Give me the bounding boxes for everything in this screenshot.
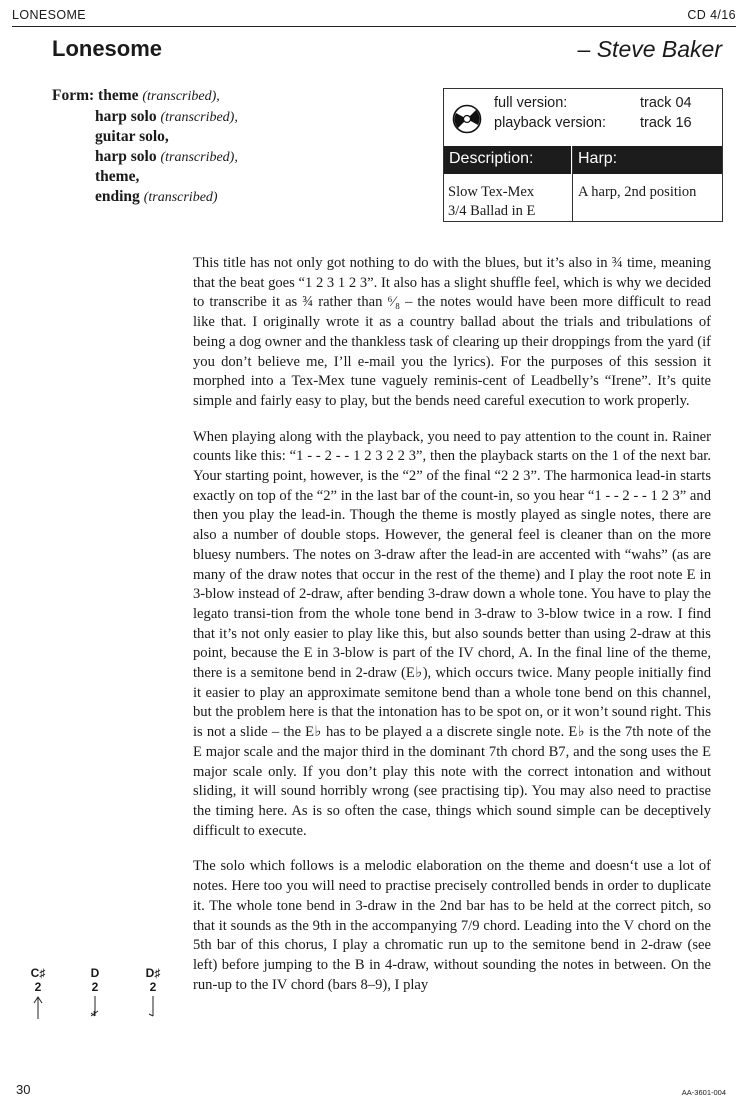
playback-version-label: playback version:: [494, 115, 607, 131]
track-info-box: [443, 88, 723, 222]
form-item: harp solo: [95, 107, 157, 125]
catalog-code: AA-3601-004: [681, 1088, 726, 1097]
cd-label: CD 4/16: [687, 8, 736, 22]
up-arrow-icon: [28, 994, 48, 1020]
note-c-sharp: [28, 966, 48, 1023]
hole-number: 2: [91, 980, 99, 994]
note-d: [85, 966, 105, 1023]
note-name: D♯: [145, 966, 161, 980]
full-version-label: full version:: [494, 95, 568, 111]
song-title: Lonesome: [52, 36, 163, 61]
running-head: [12, 6, 736, 27]
column-divider: [572, 146, 573, 221]
note-name: C♯: [30, 966, 46, 980]
harp-header: Harp:: [578, 150, 618, 167]
cd-icon: [452, 104, 482, 134]
form-note: (transcribed),: [160, 149, 238, 165]
form-item: harp solo: [95, 147, 157, 165]
form-list: [52, 86, 238, 207]
page-number: 30: [16, 1082, 31, 1097]
harp-value: A harp, 2nd position: [578, 184, 697, 200]
table-header-bar: [444, 146, 722, 174]
bend-arrow-icon: [85, 994, 105, 1020]
hole-number: 2: [34, 980, 42, 994]
body-text: [193, 254, 711, 1011]
hole-number: 2: [149, 980, 157, 994]
playback-version-track: track 16: [640, 115, 692, 131]
form-item: ending: [95, 187, 140, 205]
paragraph: When playing along with the playback, you need to pay attention to the count in. Rainer counts like this: “1 - - 2 - - 1 2 3 2 2 3”, then the playback starts on the 1 of the next bar. Your starting point, however, is the “2” of the final “2 2 3”. The harmonica lead-in starts exactly on top of the “2” in the last bar of the count-in, so you hear “1 - - 2 - - 1 2 3” and then you play the lead-in. Though the theme is mostly played as single notes, there are also a number of double stops. However, the general feel is cleaner than on the more bluesy numbers. The notes on 3-draw after the lead-in are accented with “wahs” (as are many of the draw notes that occur in the rest of the theme) and I play the root note E in 3-blow instead of 2-draw, after bending 3-draw down a whole tone. You have to play the legato transi-tion from the whole tone bend in 3-draw to 3-blow twice in a row. I find that it’s not only easier to play like this, but also sounds better than using 2-draw at this point, because the E in 3-blow is part of the IV chord, A. In the final line of the theme, there is a semitone bend in 2-draw (E♭), which occurs twice. Many people initially find it easier to play an approximate semitone bend than a whole tone bend on this channel, but the problem here is that the intonation has to be spot on, or it won’t sound right. This is not a slide – the E♭ has to be played a a discrete single note. E♭ is the 7th note of the E major scale and the major third in the dominant 7th chord B7, and the song uses the E major scale only. If you don’t play this note with the correct intonation and without sliding, it will sound horribly wrong (see practising tip). You may also need to practise the timing here. As is so often the case, things which sound simple can be deceptively difficult to execute.: [193, 428, 711, 839]
form-note: (transcribed): [143, 189, 218, 205]
description-header: Description:: [449, 150, 534, 167]
paragraph: The solo which follows is a melodic elaboration on the theme and doesn‘t use a lot of notes. Here too you will need to practise precisely controlled bends in order to duplicate it. The whole tone bend in 3-draw in the 2nd bar has to be held at the correct pitch, so that it sounds as the 9th in the accompanying 7/9 chord. Leading into the V chord on the 5th bar of this chorus, I play a chromatic run up to the semitone bend in 2-draw (see left) before jumping to the B in 4-draw, without sounding the notes in between. On the run-up to the IV chord (bars 8–9), I play: [193, 858, 711, 993]
paragraph: This title has not only got nothing to do with the blues, but it’s also in ¾ time, meaning that the beat goes “1 2 3 1 2 3”. It also has a slight shuffle feel, which is why we decided to transcribe it as ¾ rather than ⁶⁄₈ – the notes would have been more difficult to read like that. I originally wrote it as a country ballad about the trials and tribulations of being a dog owner and the thankless task of clearing up their droppings from the yard (if you don’t believe me, I’ll e-mail you the lyrics). For the purposes of this session it morphed into a Tex-Mex tune vaguely reminis-cent of Leadbelly’s “Irene”. It’s quite simple and fairly easy to play, but the bends need careful execution to work properly.: [193, 255, 711, 409]
section-label: LONESOME: [12, 8, 87, 22]
full-version-track: track 04: [640, 95, 692, 111]
note-name: D: [90, 966, 100, 980]
form-note: (transcribed),: [142, 89, 220, 104]
bend-arrow-icon: [143, 994, 163, 1020]
author: – Steve Baker: [577, 36, 722, 62]
form-label: Form:: [52, 87, 95, 104]
form-item: theme: [98, 87, 139, 104]
bend-notation: [28, 966, 168, 1026]
note-d-sharp: [143, 966, 163, 1023]
description-line-1: Slow Tex-Mex: [448, 184, 535, 200]
form-item: guitar solo,: [95, 128, 169, 145]
form-item: theme,: [95, 168, 140, 185]
form-note: (transcribed),: [160, 109, 238, 125]
description-line-2: 3/4 Ballad in E: [448, 203, 536, 219]
